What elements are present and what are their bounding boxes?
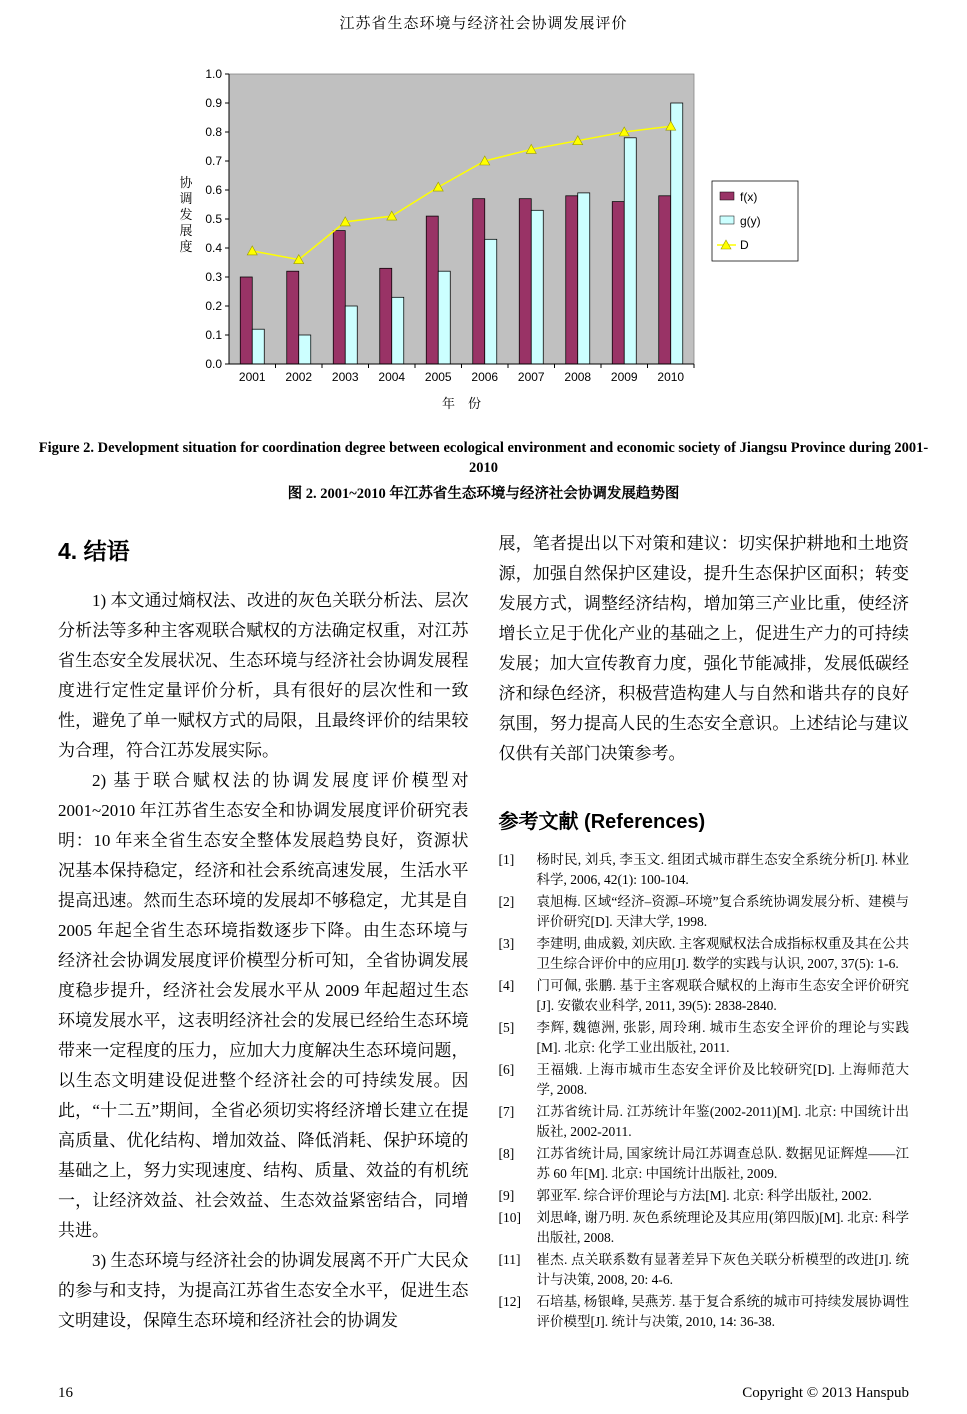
- x-tick-label: 2004: [377, 370, 405, 384]
- bar-fx-2006: [472, 199, 484, 364]
- y-tick-label: 1.0: [204, 67, 222, 81]
- references-heading: 参考文献 (References): [498, 811, 706, 833]
- figure2-chart: [164, 59, 804, 419]
- reference-number: [5]: [498, 1020, 515, 1035]
- bar-fx-2004: [379, 268, 391, 364]
- y-tick-label: 0.0: [204, 357, 222, 371]
- reference-text: 江苏省统计局. 江苏统计年鉴(2002-2011)[M]. 北京: 中国统计出版社, 2002-2011.: [536, 1104, 909, 1139]
- reference-number: [4]: [498, 978, 515, 993]
- bar-gy-2009: [624, 138, 636, 364]
- legend-label-fx: f(x): [739, 190, 757, 204]
- reference-item: [499, 976, 910, 1016]
- right-column: [499, 529, 910, 1336]
- y-tick-label: 0.8: [204, 125, 222, 139]
- y-tick-label: 0.4: [204, 241, 222, 255]
- reference-number: [1]: [498, 852, 515, 867]
- bar-fx-2009: [612, 202, 624, 364]
- bar-gy-2003: [345, 306, 357, 364]
- reference-text: 江苏省统计局, 国家统计局江苏调查总队. 数据见证辉煌——江苏 60 年[M]. 北京: 中国统计出版社, 2009.: [536, 1146, 909, 1181]
- conclusion-paragraph-4: 展，笔者提出以下对策和建议：切实保护耕地和土地资源，加强自然保护区建设，提升生态保护区面积；转变发展方式，调整经济结构，增加第三产业比重，使经济增长立足于优化产业的基础之上，促进生产力的可持续发展；加大宣传教育力度，强化节能减排，发展低碳经济和绿色经济，积极营造构建人与自然和谐共存的良好氛围，努力提高人民的生态安全意识。上述结论与建议仅供有关部门决策参考。: [498, 534, 909, 763]
- x-tick-label: 2008: [563, 370, 591, 384]
- left-column: [58, 529, 469, 1336]
- reference-item: [499, 1102, 910, 1142]
- x-tick-label: 2010: [656, 370, 684, 384]
- bar-fx-2010: [658, 196, 670, 364]
- x-tick-label: 2009: [610, 370, 638, 384]
- x-tick-label: 2003: [331, 370, 359, 384]
- bar-gy-2010: [670, 103, 682, 364]
- reference-item: [499, 1060, 910, 1100]
- y-axis-title: 协: [178, 175, 193, 190]
- y-axis-title: 度: [178, 239, 193, 254]
- reference-text: 崔杰. 点关联系数有显著差异下灰色关联分析模型的改进[J]. 统计与决策, 2008, 20: 4-6.: [536, 1252, 909, 1287]
- y-axis-title: 发: [178, 207, 193, 222]
- reference-text: 郭亚军. 综合评价理论与方法[M]. 北京: 科学出版社, 2002.: [536, 1188, 872, 1203]
- reference-number: [3]: [498, 936, 515, 951]
- bar-gy-2004: [391, 297, 403, 364]
- bar-fx-2001: [240, 277, 252, 364]
- reference-item: [499, 1250, 910, 1290]
- x-axis-title: 年 份: [441, 396, 481, 411]
- x-tick-label: 2001: [238, 370, 266, 384]
- figure2-caption-chinese: 图 2. 2001~2010 年江苏省生态环境与经济社会协调发展趋势图: [287, 486, 680, 502]
- reference-item: [499, 1186, 910, 1206]
- reference-item: [499, 1292, 910, 1332]
- page-header-title: 江苏省生态环境与经济社会协调发展评价: [339, 16, 628, 32]
- reference-text: 袁旭梅. 区域“经济–资源–环境”复合系统协调发展分析、建模与评价研究[D]. 天津大学, 1998.: [536, 894, 909, 929]
- y-tick-label: 0.5: [204, 212, 222, 226]
- bar-gy-2005: [438, 271, 450, 364]
- bar-fx-2005: [426, 216, 438, 364]
- figure2-chart-block: [164, 59, 804, 424]
- bar-gy-2001: [252, 329, 264, 364]
- legend-label-D: D: [739, 238, 749, 252]
- bar-gy-2008: [577, 193, 589, 364]
- bar-fx-2003: [333, 231, 345, 364]
- reference-number: [7]: [498, 1104, 515, 1119]
- y-tick-label: 0.3: [204, 270, 222, 284]
- reference-number: [9]: [498, 1188, 515, 1203]
- reference-item: [499, 1208, 910, 1248]
- reference-text: 李辉, 魏德洲, 张影, 周玲琍. 城市生态安全评价的理论与实践[M]. 北京: 化学工业出版社, 2011.: [536, 1020, 909, 1055]
- reference-text: 杨时民, 刘兵, 李玉文. 组团式城市群生态安全系统分析[J]. 林业科学, 2006, 42(1): 100-104.: [536, 852, 909, 887]
- legend-swatch-fx: [720, 192, 734, 200]
- reference-number: [8]: [498, 1146, 515, 1161]
- figure2-caption-english: Figure 2. Development situation for coordination degree between ecological environment and economic society of Jiangsu Province during 2001-2010: [38, 440, 929, 476]
- reference-item: [499, 850, 910, 890]
- bar-gy-2002: [298, 335, 310, 364]
- bar-fx-2007: [519, 199, 531, 364]
- x-tick-label: 2006: [470, 370, 498, 384]
- bar-fx-2002: [286, 271, 298, 364]
- legend-label-gy: g(y): [739, 214, 761, 228]
- page-footer: [58, 1385, 909, 1402]
- y-axis-title: 调: [178, 191, 193, 206]
- y-tick-label: 0.6: [204, 183, 222, 197]
- reference-text: 刘思峰, 谢乃明. 灰色系统理论及其应用(第四版)[M]. 北京: 科学出版社, 2008.: [536, 1210, 909, 1245]
- y-tick-label: 0.7: [204, 154, 222, 168]
- reference-item: [499, 1144, 910, 1184]
- reference-text: 王福娥. 上海市城市生态安全评价及比较研究[D]. 上海师范大学, 2008.: [536, 1062, 909, 1097]
- reference-item: [499, 1018, 910, 1058]
- y-axis-title: 展: [178, 223, 193, 238]
- reference-number: [6]: [498, 1062, 515, 1077]
- reference-text: 门可佩, 张鹏. 基于主客观联合赋权的上海市生态安全评价研究[J]. 安徽农业科学, 2011, 39(5): 2838-2840.: [536, 978, 909, 1013]
- x-tick-label: 2005: [424, 370, 452, 384]
- y-tick-label: 0.1: [204, 328, 222, 342]
- reference-item: [499, 934, 910, 974]
- reference-number: [2]: [498, 894, 515, 909]
- bar-fx-2008: [565, 196, 577, 364]
- x-tick-label: 2002: [284, 370, 312, 384]
- x-tick-label: 2007: [517, 370, 545, 384]
- conclusion-paragraph-1: 1) 本文通过熵权法、改进的灰色关联分析法、层次分析法等多种主客观联合赋权的方法确定权重，对江苏省生态安全发展状况、生态环境与经济社会协调发展程度进行定性定量评价分析，具有很好的层次性和一致性，避免了单一赋权方式的局限，且最终评价的结果较为合理，符合江苏发展实际。: [58, 591, 469, 760]
- reference-item: [499, 892, 910, 932]
- reference-number: [10]: [498, 1210, 521, 1225]
- reference-number: [12]: [498, 1294, 521, 1309]
- bar-gy-2006: [484, 239, 496, 364]
- reference-text: 李建明, 曲成毅, 刘庆欧. 主客观赋权法合成指标权重及其在公共卫生综合评价中的应用[J]. 数学的实践与认识, 2007, 37(5): 1-6.: [536, 936, 909, 971]
- page-number: 16: [58, 1385, 73, 1401]
- two-column-body: [58, 529, 909, 1336]
- reference-text: 石培基, 杨银峰, 吴燕芳. 基于复合系统的城市可持续发展协调性评价模型[J]. 统计与决策, 2010, 14: 36-38.: [536, 1294, 909, 1329]
- y-tick-label: 0.2: [204, 299, 222, 313]
- conclusion-paragraph-2: 2) 基于联合赋权法的协调发展度评价模型对 2001~2010 年江苏省生态安全和协调发展度评价研究表明：10 年来全省生态安全整体发展趋势良好，资源状况基本保持稳定，经济和社会系统高速发展，生活水平提高迅速。然而生态环境的发展却不够稳定，尤其是自 2005 年起全省生态环境指数逐步下降。由生态环境与经济社会协调发展度评价模型分析可知，全省协调发展度稳步提升，经济社会发展水平从 2009 年起超过生态环境发展水平，这表明经济社会的发展已经给生态环境带来一定程度的压力，应加大力度解决生态环境问题，以生态文明建设促进整个经济社会的可持续发展。因此，“十二五”期间，全省必须切实将经济增长建立在提高质量、优化结构、增加效益、降低消耗、保护环境的基础之上，努力实现速度、结构、质量、效益的有机统一，让经济效益、社会效益、生态效益紧密结合，同增共进。: [58, 771, 469, 1240]
- references-list: [499, 850, 910, 1332]
- legend-swatch-gy: [720, 216, 734, 224]
- bar-gy-2007: [531, 210, 543, 364]
- reference-number: [11]: [498, 1252, 521, 1267]
- y-tick-label: 0.9: [204, 96, 222, 110]
- copyright-text: Copyright © 2013 Hanspub: [742, 1385, 909, 1401]
- conclusion-heading: 4. 结语: [58, 538, 130, 564]
- conclusion-paragraph-3: 3) 生态环境与经济社会的协调发展离不开广大民众的参与和支持，为提高江苏省生态安全水平，促进生态文明建设，保障生态环境和经济社会的协调发: [58, 1251, 469, 1330]
